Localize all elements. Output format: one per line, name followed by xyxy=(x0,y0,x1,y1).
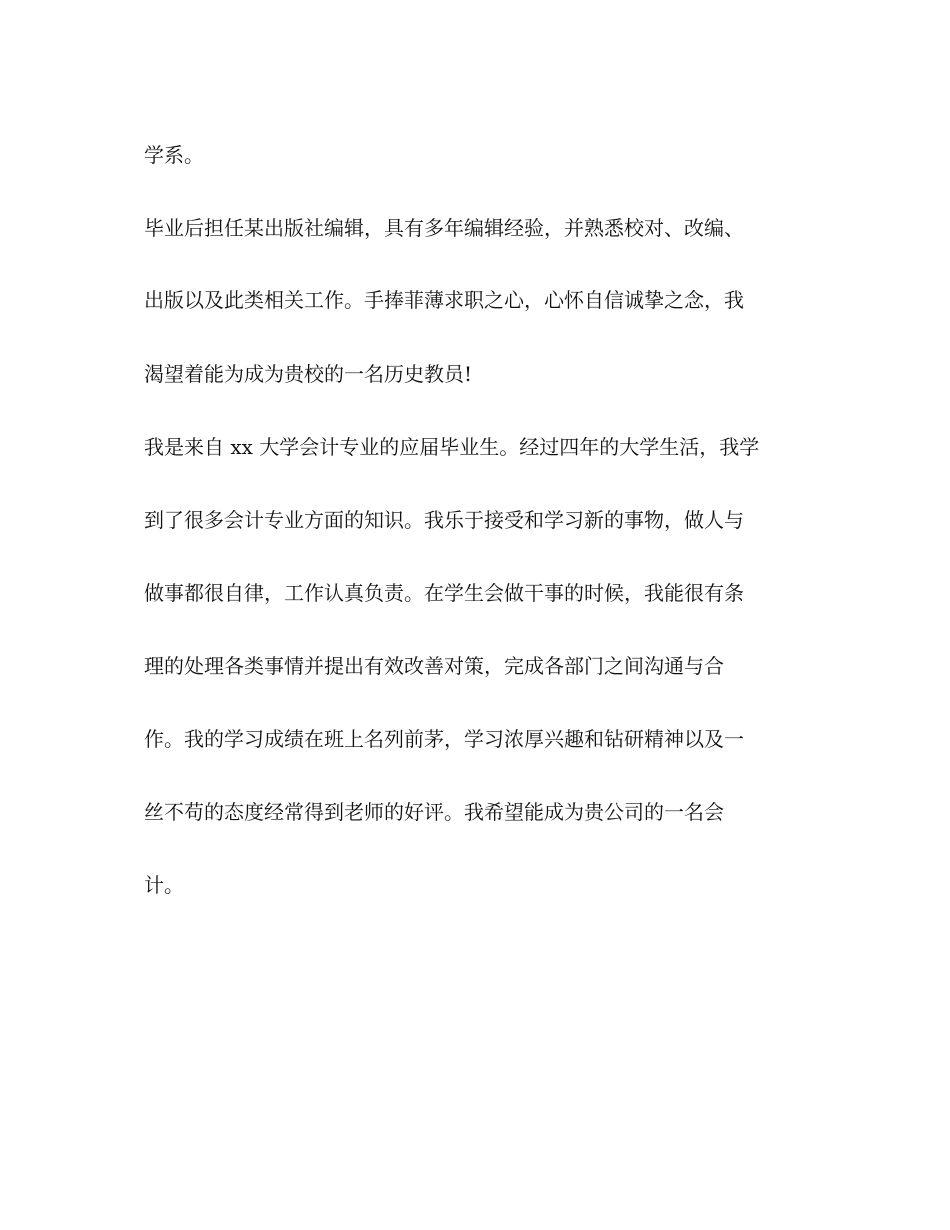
text-line: 毕业后担任某出版社编辑，具有多年编辑经验，并熟悉校对、改编、 xyxy=(144,216,744,240)
text-line: 理的处理各类事情并提出有效改善对策，完成各部门之间沟通与合 xyxy=(144,654,724,678)
text-line: 出版以及此类相关工作。手捧菲薄求职之心，心怀自信诚挚之念，我 xyxy=(144,288,744,312)
text-line: 做事都很自律，工作认真负责。在学生会做干事的时候，我能很有条 xyxy=(144,581,744,605)
text-line: 计。 xyxy=(144,873,184,897)
text-line: 我是来自 xx 大学会计专业的应届毕业生。经过四年的大学生活，我学 xyxy=(144,435,760,459)
text-line: 渴望着能为成为贵校的一名历史教员! xyxy=(144,362,473,386)
text-line: 学系。 xyxy=(144,143,204,167)
text-line: 到了很多会计专业方面的知识。我乐于接受和学习新的事物，做人与 xyxy=(144,508,744,532)
text-line: 丝不苟的态度经常得到老师的好评。我希望能成为贵公司的一名会 xyxy=(144,800,724,824)
text-line: 作。我的学习成绩在班上名列前茅，学习浓厚兴趣和钻研精神以及一 xyxy=(144,727,744,751)
